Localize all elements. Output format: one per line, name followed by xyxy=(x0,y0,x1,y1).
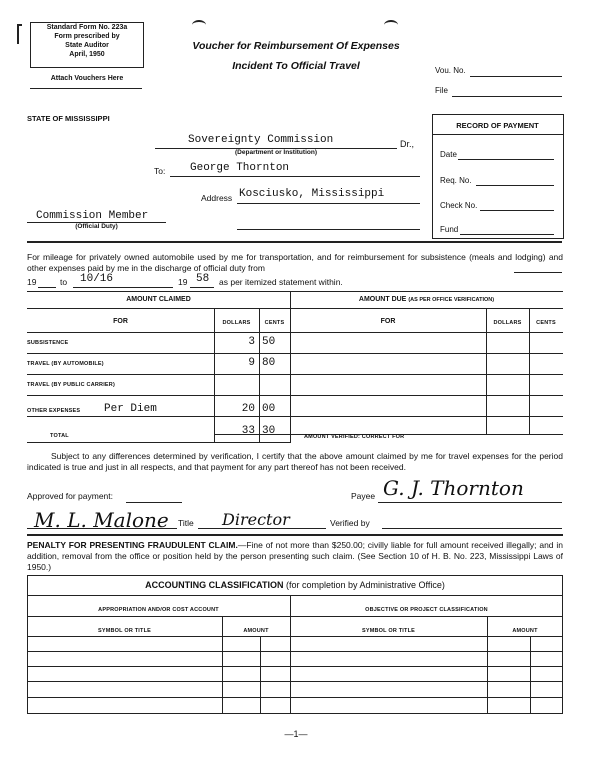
duty-value: Commission Member xyxy=(36,210,149,222)
vou-no-field[interactable] xyxy=(470,76,562,77)
file-label: File xyxy=(435,86,448,95)
accounting-left-header: APPROPRIATION AND/OR COST ACCOUNT xyxy=(98,607,219,613)
duty-caption: (Official Duty) xyxy=(75,223,118,230)
row-auto-cents: 80 xyxy=(262,357,276,369)
title-label: Title xyxy=(178,518,194,528)
to-value: George Thornton xyxy=(190,162,290,174)
record-req-label: Req. No. xyxy=(440,176,472,185)
file-field[interactable] xyxy=(452,96,562,97)
form-subtitle: Incident To Official Travel xyxy=(232,60,360,72)
statement-to-date: 10/16 xyxy=(80,273,114,285)
address-value: Kosciusko, Mississippi xyxy=(239,188,385,200)
row-other-extra: Per Diem xyxy=(104,403,157,415)
row-total-label: TOTAL xyxy=(50,433,69,439)
row-total-dollars: 33 xyxy=(241,425,255,437)
amount-due-header xyxy=(290,296,563,303)
statement-year-prefix: 19 xyxy=(27,277,37,287)
state-label: STATE OF MISSISSIPPI xyxy=(27,114,110,123)
record-fund-field[interactable] xyxy=(460,234,554,235)
statement-year2: 58 xyxy=(196,273,210,285)
address-label: Address xyxy=(201,193,233,203)
statement-text: For mileage for privately owned automobile used by me for transportation, and for reimbursement for subsistence (meals and lodging) and other expenses paid by me in the discharge of official duty from xyxy=(27,252,563,273)
row-auto-label: TRAVEL (BY AUTOMOBILE) xyxy=(27,361,104,367)
approver-signature: M. L. Malone xyxy=(34,508,169,532)
accounting-right-header: OBJECTIVE OR PROJECT CLASSIFICATION xyxy=(365,607,488,613)
staple-mark xyxy=(17,24,22,44)
attach-vouchers-label: Attach Vouchers Here xyxy=(50,75,124,82)
row-total-cents: 30 xyxy=(262,425,276,437)
punch-mark-right xyxy=(384,20,398,30)
payee-signature: G. J. Thornton xyxy=(383,476,524,500)
claimed-col-for: FOR xyxy=(113,318,128,325)
due-col-for: FOR xyxy=(380,318,396,325)
verified-by-field[interactable] xyxy=(382,528,562,529)
accounting-title: ACCOUNTING CLASSIFICATION xyxy=(145,580,284,590)
to-label: To: xyxy=(154,166,166,176)
row-subsistence-dollars: 3 xyxy=(248,336,255,348)
accounting-title-row xyxy=(27,580,563,590)
verified-by-label: Verified by xyxy=(330,518,370,528)
row-carrier-label: TRAVEL (BY PUBLIC CARRIER) xyxy=(27,382,116,388)
department-suffix: Dr., xyxy=(400,139,415,149)
accounting-left-amount: AMOUNT xyxy=(243,628,269,634)
department-caption: (Department or Institution) xyxy=(235,149,317,156)
amount-verified-label: AMOUNT VERIFIED: CORRECT FOR xyxy=(304,434,405,440)
page-number: —1— xyxy=(284,729,308,739)
row-subsistence-label: SUBSISTENCE xyxy=(27,340,69,346)
penalty-text: —Fine of not more than $250.00; civilly liable for full amount received illegally; and in addition, removal from the office or position held by the person presenting such claim. (See Section 10 of H. B. No. 223, Mississippi Laws of 1950.) xyxy=(27,540,563,572)
stamp-line-1: Standard Form No. 223a xyxy=(46,24,128,31)
record-date-field[interactable] xyxy=(458,159,554,160)
amount-claimed-header: AMOUNT CLAIMED xyxy=(126,296,191,303)
stamp-line-4: April, 1950 xyxy=(69,51,105,58)
form-title: Voucher for Reimbursement Of Expenses xyxy=(192,40,400,52)
claimed-col-cents: CENTS xyxy=(264,320,285,326)
record-check-label: Check No. xyxy=(440,201,478,210)
statement-to-label: to xyxy=(60,277,68,287)
row-other-label: OTHER EXPENSES xyxy=(27,408,81,414)
record-of-payment-title: RECORD OF PAYMENT xyxy=(456,121,539,130)
accounting-note: (for completion by Administrative Office) xyxy=(285,580,445,590)
row-other-cents: 00 xyxy=(262,403,276,415)
title-value: Director xyxy=(222,510,290,529)
penalty-heading: PENALTY FOR PRESENTING FRAUDULENT CLAIM. xyxy=(27,540,238,550)
accounting-right-symbol: SYMBOL OR TITLE xyxy=(361,628,415,634)
amount-due-title: AMOUNT DUE xyxy=(358,296,407,303)
penalty-paragraph xyxy=(27,540,563,573)
due-col-dollars: DOLLARS xyxy=(493,320,522,326)
row-auto-dollars: 9 xyxy=(248,357,255,369)
vou-no-label: Vou. No. xyxy=(435,66,466,75)
record-req-field[interactable] xyxy=(476,185,554,186)
punch-mark-left xyxy=(192,20,206,30)
stamp-line-3: State Auditor xyxy=(65,42,109,49)
record-date-label: Date xyxy=(440,150,457,159)
record-fund-label: Fund xyxy=(440,225,459,234)
payee-label: Payee xyxy=(351,491,376,501)
amount-due-note: (AS PER OFFICE VERIFICATION) xyxy=(408,297,495,303)
stamp-line-2: Form prescribed by xyxy=(54,33,120,40)
row-other-dollars: 20 xyxy=(241,403,255,415)
row-subsistence-cents: 50 xyxy=(262,336,276,348)
department-value: Sovereignty Commission xyxy=(188,134,334,146)
approved-label: Approved for payment: xyxy=(27,491,113,501)
accounting-left-symbol: SYMBOL OR TITLE xyxy=(97,628,151,634)
statement-year2-prefix: 19 xyxy=(178,277,188,287)
due-col-cents: CENTS xyxy=(536,320,556,326)
certification-text: Subject to any differences determined by verification, I certify that the above amount claimed by me for travel expenses for the period indicated is true and just in all respects, and that payment for any part thereof has not been received. xyxy=(27,451,563,472)
statement-suffix: as per itemized statement within. xyxy=(219,277,343,287)
claimed-col-dollars: DOLLARS xyxy=(222,320,251,326)
accounting-right-amount: AMOUNT xyxy=(512,628,538,634)
record-check-field[interactable] xyxy=(480,210,554,211)
